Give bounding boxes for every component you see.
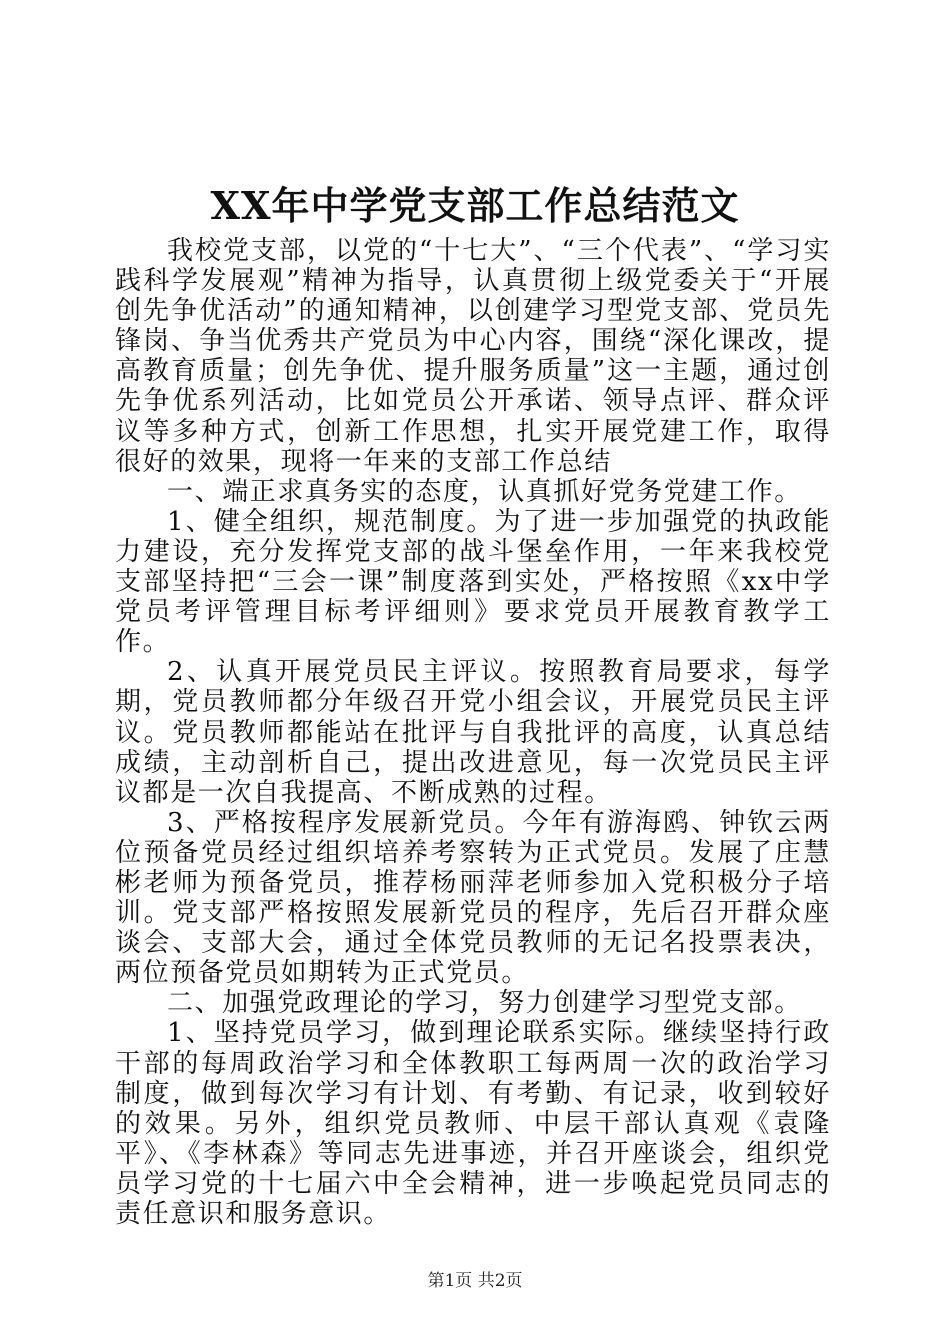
section-1-item-3: 3、严格按程序发展新党员。今年有游海鸥、钟钦云两位预备党员经过组织培养考察转为正式党员。发展了庄慧彬老师为预备党员，推荐杨丽萍老师参加入党积极分子培训。党支部严格按照发展新党员的程序，先后召开群众座谈会、支部大会，通过全体党员教师的无记名投票表决，两位预备党员如期转为正式党员。 <box>115 807 831 989</box>
document-title: XX年中学党支部工作总结范文 <box>210 183 740 228</box>
intro-paragraph: 我校党支部，以党的“十七大”、“三个代表”、“学习实践科学发展观”精神为指导，认真贯彻上级党委关于“开展创先争优活动”的通知精神，以创建学习型党支部、党员先锋岗、争当优秀共产党员为中心内容，围绕“深化课改，提高教育质量；创先争优、提升服务质量”这一主题，通过创先争优系列活动，比如党员公开承诺、领导点评、群众评议等多种方式，创新工作思想，扎实开展党建工作，取得很好的效果，现将一年来的支部工作总结 <box>115 236 831 477</box>
document-body <box>115 236 831 1229</box>
section-1-item-1: 1、健全组织，规范制度。为了进一步加强党的执政能力建设，充分发挥党支部的战斗堡垒作用，一年来我校党支部坚持把“三会一课”制度落到实处，严格按照《xx中学党员考评管理目标考评细则》要求党员开展教育教学工作。 <box>115 506 831 658</box>
page-number-footer: 第1页 共2页 <box>427 1271 523 1291</box>
section-1-heading: 一、端正求真务实的态度，认真抓好党务党建工作。 <box>167 476 802 507</box>
section-2-item-1: 1、坚持党员学习，做到理论联系实际。继续坚持行政干部的每周政治学习和全体教职工每两周一次的政治学习制度，做到每次学习有计划、有考勤、有记录，收到较好的效果。另外，组织党员教师、中层干部认真观《袁隆平》、《李林森》等同志先进事迹，并召开座谈会，组织党员学习党的十七届六中全会精神，进一步唤起党员同志的责任意识和服务意识。 <box>115 1018 831 1229</box>
section-2-heading: 二、加强党政理论的学习，努力创建学习型党支部。 <box>167 988 802 1019</box>
section-1-item-2: 2、认真开展党员民主评议。按照教育局要求，每学期，党员教师都分年级召开党小组会议，开展党员民主评议。党员教师都能站在批评与自我批评的高度，认真总结成绩，主动剖析自己，提出改进意见，每一次党员民主评议都是一次自我提高、不断成熟的过程。 <box>115 657 831 808</box>
